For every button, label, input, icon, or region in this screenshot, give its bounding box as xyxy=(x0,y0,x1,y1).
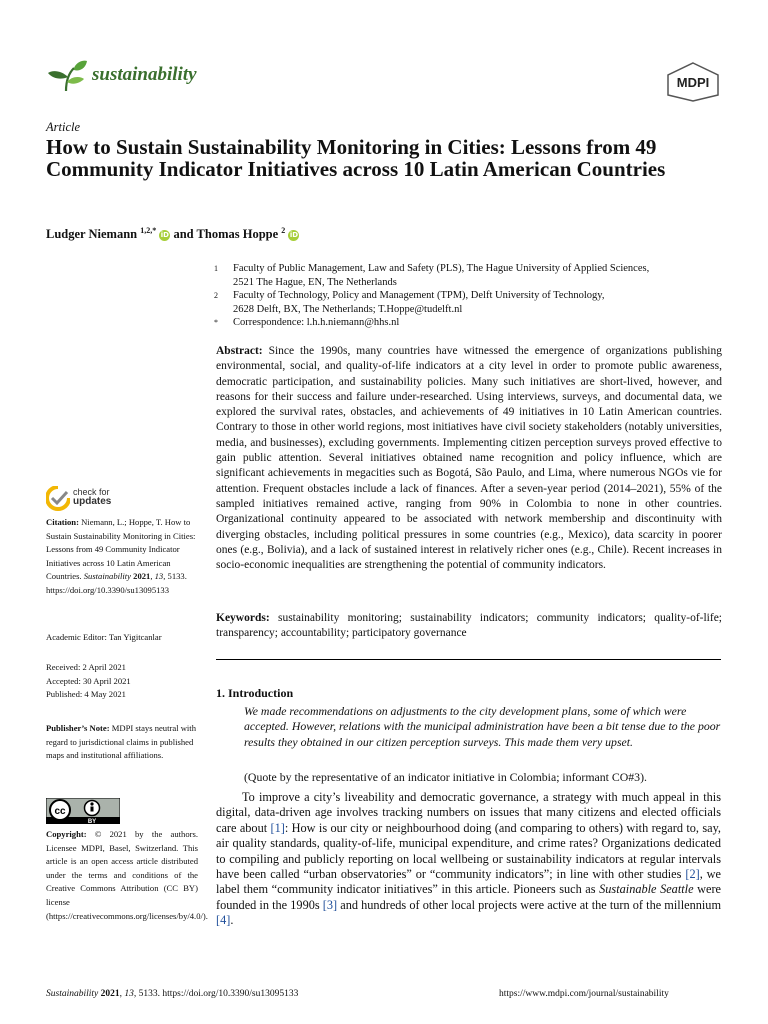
affiliation-mark: 2 xyxy=(214,291,218,300)
abstract-text: Since the 1990s, many countries have witnessed the emergence of organizations publishing environmental, social, and quality-of-life indicators at a city level in order to promote public awareness, democratic participation, and sustainability policies. Many such initiatives are short-lived, however, and reasons for their success and failure under-researched. Using interviews, surveys, and documental data, we explored the survival rates, obstacles, and achievements of 49 initiatives in 10 Latin American countries. Contrary to those in other world regions, most initiatives have civil society stakeholders (notably universities, media, and businesses), excluding governments. Implementing citizen perception surveys proved effective to gain public attention. Several initiatives obtained name recognition and policy influence, which are significant achievements in megacities such as Bogotá, São Paulo, and Lima, where numerous NGOs vie for attention. Frequent obstacles include a lack of finances. After a seven-year period (2014–2021), 55% of the sampled initiatives remained active, ranging from 90% in Colombia to none in other countries. Organizational continuity appeared to be associated with network membership and discontinuity with diverging obstacles, including political pressures in some countries (e.g., Mexico), data scarcity in poorer ones (e.g., Bolivia), and a lack of sustained interest in relatively richer ones (e.g., Chile). Recent increases in socio-economic inequalities are strengthening the potential of community indicators. xyxy=(216,345,722,572)
quote-source: (Quote by the representative of an indicator initiative in Colombia; informant CO#3). xyxy=(244,770,647,784)
citation-text: Niemann, L.; Hoppe, T. How to Sustain Sustainability Monitoring in Cities: Lessons from 49 Community Indicator Initiatives across 10 Latin American Countries. xyxy=(46,517,196,582)
affiliation-line: Faculty of Public Management, Law and Safety (PLS), The Hague University of Applied Sciences, xyxy=(233,263,650,274)
paragraph-text: To improve a city’s liveability and democratic governance, a strategy with much appeal in this digital, data-driven age involves tracking numbers on issues that many citizens and elected officials care about xyxy=(216,790,721,835)
author-superscript: 2 xyxy=(281,226,286,235)
citation-link[interactable]: [3] xyxy=(322,897,338,912)
paragraph-text: . xyxy=(230,913,234,928)
paper-title: How to Sustain Sustainability Monitoring in Cities: Lessons from 49 Community Indicator Initiatives across 10 Latin American Countries xyxy=(46,135,666,181)
keywords xyxy=(216,611,722,642)
mdpi-logo-icon xyxy=(666,62,720,102)
citation-volume: 13 xyxy=(154,571,164,582)
intro-paragraph xyxy=(216,790,721,929)
journal-leaf-logo-icon xyxy=(46,58,88,92)
abstract xyxy=(216,344,722,573)
affiliation-line: Faculty of Technology, Policy and Management (TPM), Delft University of Technology, xyxy=(233,290,605,301)
cc-by-license-badge[interactable] xyxy=(46,798,120,824)
check-line2: updates xyxy=(73,496,112,507)
received-date: Received: 2 April 2021 xyxy=(46,662,126,672)
copyright-label: Copyright: xyxy=(46,829,87,839)
affiliations xyxy=(214,262,724,330)
footer-journal: Sustainability xyxy=(46,989,99,999)
academic-editor: Academic Editor: Tan Yigitcanlar xyxy=(46,632,162,642)
paragraph-italic: Sustainable Seattle xyxy=(599,882,694,897)
dates-block xyxy=(46,661,198,702)
journal-name: sustainability xyxy=(92,64,197,85)
footer-volume: 13 xyxy=(124,989,134,999)
orcid-icon[interactable]: iD xyxy=(289,230,299,239)
footer-doi[interactable]: , 5133. https://doi.org/10.3390/su13095133 xyxy=(133,989,299,999)
footer-citation: Sustainability 2021, 13, 5133. https://doi.org/10.3390/su13095133 xyxy=(46,989,299,999)
section-heading: 1. Introduction xyxy=(216,686,294,700)
author-name[interactable]: Ludger Niemann xyxy=(46,227,138,242)
epigraph-quote: We made recommendations on adjustments to the city development plans, some of which were accepted. However, relations with the municipal administration have been a bit tense due to the poor results they obtained in our citizen perception surveys. This made them very upset. xyxy=(244,704,721,749)
affiliation-mark: 1 xyxy=(214,264,218,273)
orcid-icon[interactable]: iD xyxy=(160,230,169,239)
citation-doi[interactable]: , 5133. https://doi.org/10.3390/su13095133 xyxy=(46,571,187,595)
footer-year: 2021 xyxy=(100,989,120,999)
affiliation-line: 2628 Delft, BX, The Netherlands; T.Hoppe@tudelft.nl xyxy=(233,303,463,315)
svg-text:cc: cc xyxy=(54,806,66,817)
affiliation-mark: * xyxy=(214,318,218,327)
citation-year: 2021 xyxy=(133,571,151,582)
publisher-note-text: MDPI stays neutral with regard to jurisdictional claims in published maps and institutional affiliations. xyxy=(46,723,196,761)
mdpi-logo-text: MDPI xyxy=(676,75,710,90)
copyright-text: © 2021 by the authors. Licensee MDPI, Basel, Switzerland. This article is an open access article distributed under the terms and conditions of the Creative Commons Attribution (CC BY) license (https://creativecommons.org/licenses/by/4.0/). xyxy=(46,829,208,921)
author-superscript: 1,2,* xyxy=(140,226,157,235)
article-type: Article xyxy=(46,120,81,134)
keywords-label: Keywords: xyxy=(216,612,270,624)
affiliation-item xyxy=(214,316,724,330)
footer-journal-url[interactable]: https://www.mdpi.com/journal/sustainability xyxy=(499,989,669,999)
copyright-block xyxy=(46,828,208,923)
accepted-date: Accepted: 30 April 2021 xyxy=(46,675,131,686)
citation-journal: Sustainability xyxy=(83,571,131,582)
author-name[interactable]: Thomas Hoppe xyxy=(196,227,279,242)
abstract-label: Abstract: xyxy=(216,345,263,357)
keywords-text: sustainability monitoring; sustainability indicators; community indicators; quality-of-life; transparency; accountability; participatory governance xyxy=(216,612,722,640)
cc-by-text: BY xyxy=(87,819,97,824)
affiliation-line: 2521 The Hague, EN, The Netherlands xyxy=(233,276,397,288)
citation-label: Citation: xyxy=(46,517,79,527)
check-updates-icon xyxy=(46,486,70,512)
affiliation-item xyxy=(214,289,724,316)
affiliation-item xyxy=(214,262,724,289)
paragraph-text: were founded in the 1990s xyxy=(216,882,722,912)
affiliation-line: Correspondence: l.h.h.niemann@hhs.nl xyxy=(233,317,400,328)
paragraph-text: and hundreds of other local projects were active at the turn of the millennium xyxy=(337,897,722,912)
citation-link[interactable]: [4] xyxy=(216,913,231,928)
publisher-note-label: Publisher’s Note: xyxy=(46,723,110,733)
check-for-updates-badge[interactable] xyxy=(46,484,166,514)
published-date: Published: 4 May 2021 xyxy=(46,689,126,700)
paragraph-text: , we label them “community indicator initiatives” in this article. Pioneers such as xyxy=(216,867,722,897)
publisher-note xyxy=(46,722,198,763)
paragraph-text: : How is our city or neighbourhood doing (and comparing to others) with regard to, say, air quality standards, quality-of-life, municipal expenditure, and crime rates? Organizations dedicated to compiling and publicly reporting on local wellbeing or sustainability indicators at regular intervals have been called “urban observatories” or “community indicators”; in line with other studies xyxy=(216,820,722,882)
citation-link[interactable]: [2] xyxy=(685,867,700,882)
citation-block: Citation: Niemann, L.; Hoppe, T. How to Sustain Sustainability Monitoring in Cities: Lessons from 49 Community Indicator Initiatives across 10 Latin American Countries. Sustainability 2021, 13, 5133. https://doi.org/10.3390/su13095133 xyxy=(46,517,196,595)
check-line1: check for xyxy=(73,487,110,497)
author-connector: and xyxy=(173,227,194,242)
creative-commons-icon xyxy=(46,798,120,824)
author-list xyxy=(46,226,299,242)
citation-link[interactable]: [1] xyxy=(270,820,285,835)
section-divider xyxy=(216,659,721,660)
